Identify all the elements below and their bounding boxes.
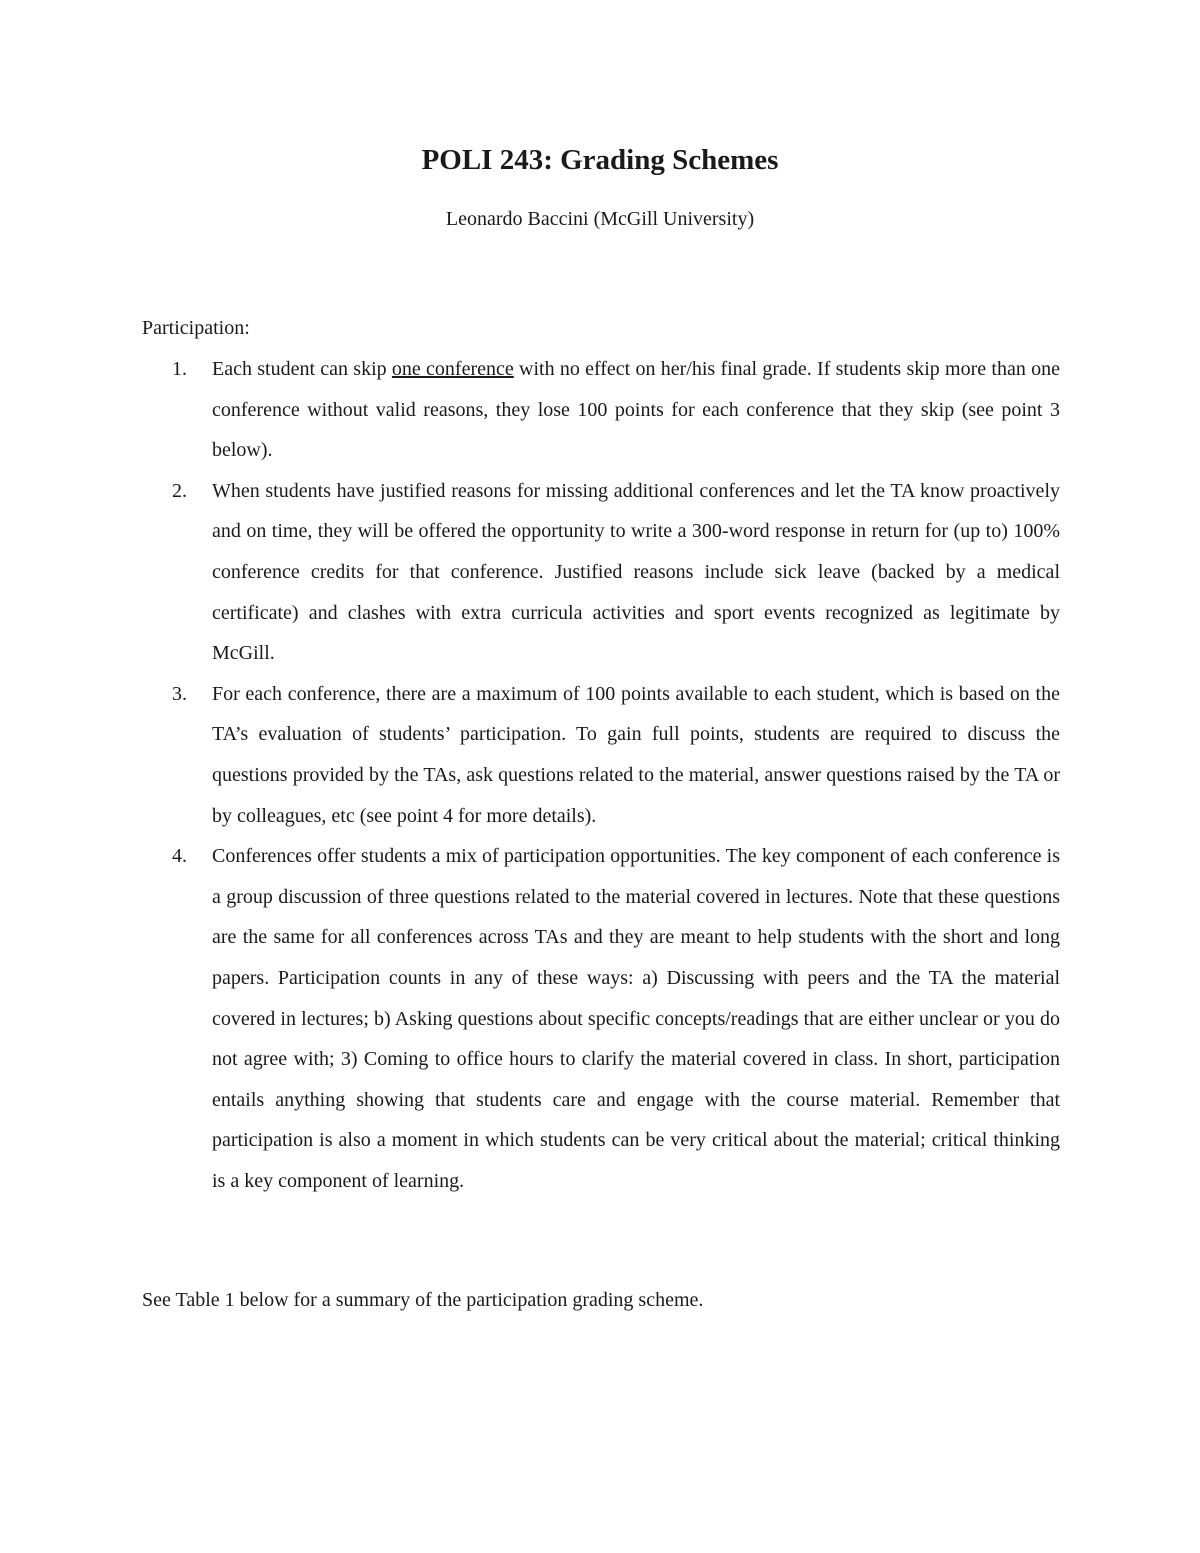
list-item-number: 3. xyxy=(172,682,187,705)
section-heading-participation: Participation: xyxy=(142,317,250,339)
participation-rules-list xyxy=(142,349,1060,1201)
list-item-text: For each conference, there are a maximum of 100 points available to each student, which is based on the TA’s evaluation of students’ participation. To gain full points, students are required to discuss the questions provided by the TAs, ask questions related to the material, answer questions raised by the TA or by colleagues, etc (see point 4 for more details). xyxy=(212,682,1060,827)
list-item xyxy=(142,836,1060,1201)
list-item-number: 2. xyxy=(172,479,187,502)
author-line: Leonardo Baccini (McGill University) xyxy=(445,208,755,230)
page-title: POLI 243: Grading Schemes xyxy=(421,144,779,176)
list-item xyxy=(142,471,1060,674)
list-item xyxy=(142,349,1060,471)
list-item-text: Conferences offer students a mix of participation opportunities. The key component of each conference is a group discussion of three questions related to the material covered in lectures. Note that these questions are the same for all conferences across TAs and they are meant to help students with the short and long papers. Participation counts in any of these ways: a) Discussing with peers and the TA the material covered in lectures; b) Asking questions about specific concepts/readings that are either unclear or you do not agree with; 3) Coming to office hours to clarify the material covered in class. In short, participation entails anything showing that students care and engage with the course material. Remember that participation is also a moment in which students can be very critical about the material; critical thinking is a key component of learning. xyxy=(212,845,1060,1192)
list-item-text-start: Each student can skip xyxy=(212,358,392,380)
list-item-number: 1. xyxy=(172,358,187,380)
list-item xyxy=(142,674,1060,836)
underlined-phrase: one conference xyxy=(391,358,514,380)
list-item-text-end: with no effect on her/his final grade. If students skip more than one conference without valid reasons, they lose 100 points for each conference that they skip (see point 3 below). xyxy=(212,358,1060,462)
list-item-text xyxy=(212,358,1060,461)
summary-paragraph: See Table 1 below for a summary of the participation grading scheme. xyxy=(142,1289,704,1311)
list-item-number: 4. xyxy=(172,845,187,868)
list-item-text: When students have justified reasons for missing additional conferences and let the TA know proactively and on time, they will be offered the opportunity to write a 300-word response in return for (up to) 100% conference credits for that conference. Justified reasons include sick leave (backed by a medical certificate) and clashes with extra curricula activities and sport events recognized as legitimate by McGill. xyxy=(212,479,1060,665)
